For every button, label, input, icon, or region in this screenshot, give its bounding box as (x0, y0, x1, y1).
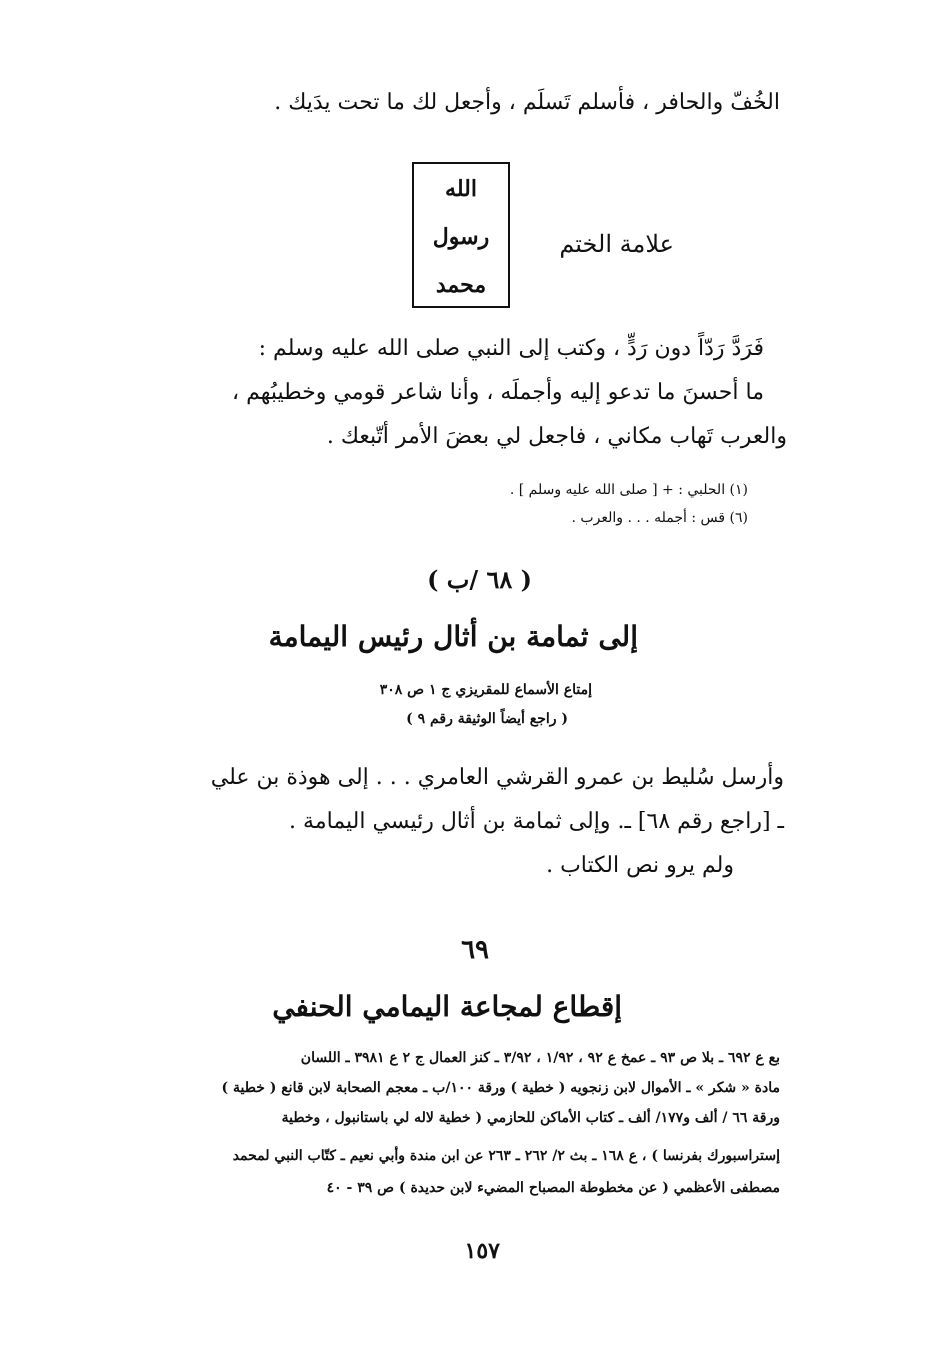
seal-box (412, 162, 510, 308)
document-title-68b: إلى ثمامة بن أثال رئيس اليمامة (268, 620, 638, 653)
reply-line-1: فَرَدَّ رَدّاً دون رَدٍّ ، وكتب إلى النبي صلى الله عليه وسلم : (258, 336, 764, 361)
document-title-69: إقطاع لمجاعة اليمامي الحنفي (272, 990, 622, 1023)
footnote-6: (٦) قس : أجمله . . . والعرب . (571, 510, 748, 526)
body-68b-line-1: وأرسل سُليط بن عمرو القرشي العامري . . . إلى هوذة بن علي (210, 765, 784, 790)
document-number-69: ٦٩ (461, 935, 489, 965)
reply-line-2: ما أحسنَ ما تدعو إليه وأجملَه ، وأنا شاعر قومي وخطيبُهم ، (231, 380, 764, 405)
seal-line-rasul: رسول (432, 224, 490, 250)
reply-line-3: والعرب تَهاب مكاني ، فاجعل لي بعضَ الأمر أتّبعك . (326, 424, 787, 449)
opening-line: الخُفّ والحافر ، فأسلم تَسلَم ، وأجعل لك ما تحت يدَيك . (274, 90, 780, 115)
seal-line-muhammad: محمد (435, 272, 487, 298)
reference-line-5: مصطفى الأعظمي ( عن مخطوطة المصباح المضيء لابن حديدة ) ص ٣٩ - ٤٠ (326, 1180, 780, 1196)
body-68b-line-2: ـ [راجع رقم ٦٨] ـ. وإلى ثمامة بن أثال رئيسي اليمامة . (289, 809, 784, 834)
footnote-1: (١) الحلبي : + [ صلى الله عليه وسلم ] . (509, 482, 748, 498)
reference-line-2: مادة « شكر » ـ الأموال لابن زنجويه ( خطية ) ورقة ١٠٠/ب ـ معجم الصحابة لابن قانع ( خطية ) (221, 1080, 780, 1096)
seal-line-allah: الله (445, 176, 477, 202)
page-number: ١٥٧ (464, 1238, 500, 1264)
seal-label: علامة الختم (559, 230, 674, 258)
document-number-68b: ( ٦٨ /ب ) (427, 565, 532, 594)
body-68b-line-3: ولم يرو نص الكتاب . (546, 853, 734, 878)
source-note-68b: ( راجع أيضاً الوثيقة رقم ٩ ) (406, 711, 568, 727)
reference-line-3: ورقة ٦٦ / ألف و١٧٧/ ألف ـ كتاب الأماكن للحازمي ( خطية لاله لي باستانبول ، وخطية (281, 1110, 780, 1126)
reference-line-1: بع ع ٦٩٢ ـ بلا ص ٩٣ ـ عمخ ع ٩٢ ، ١/٩٢ ، ٣/٩٢ ـ كنز العمال ج ٢ ع ٣٩٨١ ـ اللسان (300, 1050, 780, 1066)
source-68b: إمتاع الأسماع للمقريزي ج ١ ص ٣٠٨ (379, 682, 592, 698)
reference-line-4: إستراسبورك بفرنسا ) ، ع ١٦٨ ـ بث ٢/ ٢٦٢ ـ ٢٦٣ عن ابن مندة وأبي نعيم ـ كتّاب النبي لمحمد (232, 1148, 780, 1164)
